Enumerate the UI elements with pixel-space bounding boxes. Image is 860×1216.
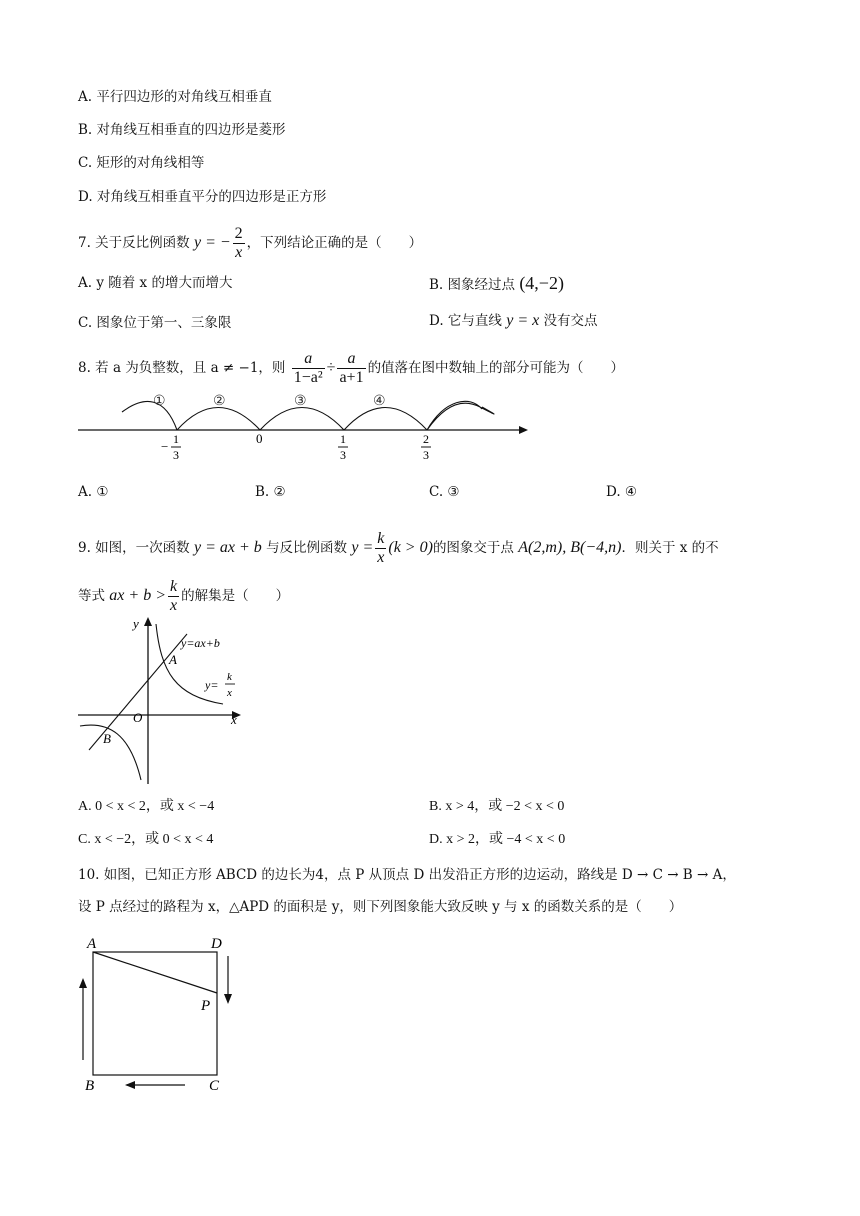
tick-minus-sign: − [161,439,169,454]
arrow-down-head [224,994,232,1004]
q7-option-b-prefix: B. 图象经过点 [429,277,516,293]
q9-inv-fraction [375,530,386,567]
arrow-left-head [125,1081,135,1089]
label-d: D [211,936,222,952]
q10-stem-line2: 设 P 点经过的路程为 x，△APD 的面积是 y，则下列图象能大致反映 y 与 x 的函数关系的是（ ） [78,899,683,915]
q9-graph [75,612,265,787]
q7-func-num: 2 [234,225,243,242]
q9-linear: y = ax + b [193,539,262,556]
tick-minus-third-den: 3 [173,448,179,462]
q8-f1-den: 1−a² [293,369,323,386]
square-abcd [93,952,217,1075]
q9-ineq-den: x [170,597,178,614]
label-inv-x: x [227,687,232,699]
q9-option-a: A. 0 < x < 2，或 x < −4 [78,799,215,814]
segment-ap [93,952,217,993]
q6-option-b: B. 对角线互相垂直的四边形是菱形 [78,122,286,138]
q10-stem-line1: 10. 如图，已知正方形 ABCD 的边长为4，点 P 从顶点 D 出发沿正方形的边运动，路线是 D → C → B → A， [78,867,736,883]
arc-4 [427,401,494,430]
q7-func-den: x [235,244,243,261]
number-line-arrow [519,426,528,434]
q9-mid: 与反比例函数 [266,540,348,556]
q9-line2-suffix: 的解集是（ ） [181,588,290,604]
q8-stem [78,350,624,387]
q7-option-d-line: y = x [506,312,540,329]
label-o: O [133,710,143,725]
q7-stem [78,225,422,262]
q8-prefix: 8. 若 a 为负整数，且 a ≠ −1，则 [78,360,286,376]
q7-option-d [429,311,598,331]
q9-stem-line2 [78,578,289,615]
arc-3 [344,408,427,431]
q8-number-line [70,385,540,465]
label-c: C [209,1078,220,1094]
q9-line2-prefix: 等式 [78,588,105,604]
q8-fraction-1 [292,350,325,387]
q8-option-b: B. ② [255,484,286,500]
label-p: P [201,998,211,1014]
circle-label-2: ② [213,394,226,409]
q7-prefix: 7. 关于反比例函数 [78,235,190,251]
tick-two-thirds-den: 3 [423,448,429,462]
label-inv-k: k [227,671,232,683]
q9-ineq-num: k [170,578,178,595]
label-x: x [231,712,237,727]
arc-2 [260,408,344,431]
q8-f2-num: a [337,350,365,369]
q9-option-b: B. x > 4，或 −2 < x < 0 [429,799,565,814]
tick-third-den: 3 [340,448,346,462]
q9-inv-den: x [377,549,385,566]
q8-f2-den: a+1 [339,369,364,386]
q8-div: ÷ [326,359,336,376]
q10-square-diagram [75,930,250,1095]
q9-cond: (k > 0) [388,539,433,556]
label-b: B [103,731,111,746]
q8-option-d: D. ④ [606,484,638,500]
q7-func-lhs: y = − [193,234,231,251]
label-b: B [85,1078,95,1094]
tick-third-num: 1 [340,432,346,446]
q7-option-b-point: (4,−2) [519,273,564,293]
q7-option-a: A. y 随着 x 的增大而增大 [78,275,233,291]
q8-suffix: 的值落在图中数轴上的部分可能为（ ） [367,360,625,376]
q9-option-c: C. x < −2，或 0 < x < 4 [78,832,214,847]
q7-option-c: C. 图象位于第一、三象限 [78,315,232,331]
q9-mid2: 的图象交于点 [432,540,514,556]
q8-fraction-2 [337,350,365,387]
circle-label-3: ③ [294,394,307,409]
q8-option-c: C. ③ [429,484,460,500]
q7-option-b [429,273,564,295]
label-inv-y: y= [205,678,219,692]
q6-option-d: D. 对角线互相垂直平分的四边形是正方形 [78,189,327,205]
q7-fraction [233,225,245,262]
arc-left-end [122,401,177,430]
label-a: A [87,936,97,952]
q9-tail: ．则关于 x 的不 [621,540,719,556]
q8-f1-num: a [292,350,325,369]
tick-minus-third-num: 1 [173,432,179,446]
q8-option-a: A. ① [78,484,109,500]
q9-inv-lhs: y = [351,539,374,556]
q9-points: A(2,m), B(−4,n) [518,539,622,556]
q9-option-d: D. x > 2，或 −4 < x < 0 [429,832,566,847]
q9-inv-num: k [377,530,385,547]
q7-option-d-suffix: 没有交点 [543,313,598,329]
circle-label-1: ① [153,394,166,409]
q9-ineq-lhs: ax + b > [109,587,166,604]
circle-label-4: ④ [373,394,386,409]
label-y: y [133,616,139,631]
tick-zero: 0 [256,431,263,446]
arc-1 [177,408,260,431]
q6-option-a: A. 平行四边形的对角线互相垂直 [78,89,272,105]
q7-option-d-prefix: D. 它与直线 [429,313,502,329]
q6-option-c: C. 矩形的对角线相等 [78,155,205,171]
tick-two-thirds-num: 2 [423,432,429,446]
q9-ineq-fraction [168,578,179,615]
q9-prefix: 9. 如图，一次函数 [78,540,190,556]
y-axis-arrow [144,617,152,626]
arrow-up-head [79,978,87,988]
label-a: A [169,652,177,667]
q9-stem-line1 [78,530,719,567]
q7-suffix: ，下列结论正确的是（ ） [246,235,423,251]
label-linear: y=ax+b [181,636,220,650]
